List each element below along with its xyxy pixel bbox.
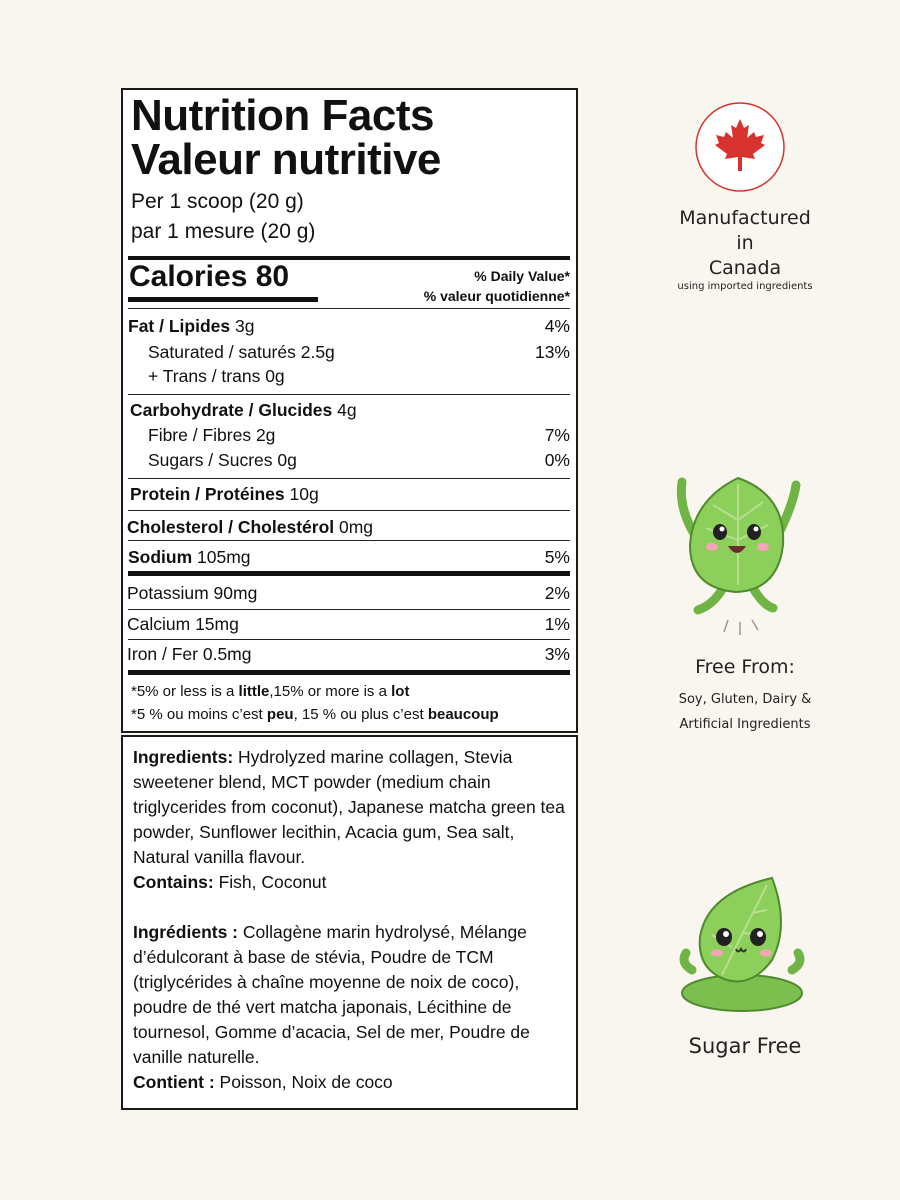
contains-fr: Contient : Poisson, Noix de coco — [133, 1072, 393, 1092]
divider — [128, 609, 570, 610]
footnote-en: *5% or less is a little,15% or more is a lot — [131, 683, 410, 700]
calories: Calories 80 — [129, 260, 290, 293]
row-calcium: Calcium 15mg 1% — [127, 614, 570, 634]
ingredients-panel — [121, 735, 578, 1110]
ingredients-en: Ingredients: Hydrolyzed marine collagen, Stevia sweetener blend, MCT powder (medium chain triglycerides from coconut), Japanese matcha green tea powder, Sunflower lecithin, Acacia gum, Sea salt, Natural vanilla flavour. — [133, 747, 565, 867]
row-sugars: Sugars / Sucres 0g 0% — [148, 450, 570, 470]
row-fibre: Fibre / Fibres 2g 7% — [148, 425, 570, 445]
row-cholesterol: Cholesterol / Cholestérol 0mg — [127, 517, 374, 537]
footnote-fr: *5 % ou moins c’est peu, 15 % ou plus c’est beaucoup — [131, 706, 499, 723]
row-carbohydrate: Carbohydrate / Glucides 4g — [130, 400, 357, 420]
divider — [128, 540, 570, 541]
dv-fr: % valeur quotidienne* — [423, 288, 570, 304]
row-protein: Protein / Protéines 10g — [130, 484, 319, 504]
sugar-free-label: Sugar Free — [688, 1034, 802, 1058]
divider — [128, 639, 570, 640]
canada-subtext: using imported ingredients — [677, 281, 813, 292]
row-trans: + Trans / trans 0g — [148, 366, 285, 386]
serving-fr: par 1 mesure (20 g) — [131, 220, 316, 243]
calories-underline — [128, 297, 318, 302]
row-iron: Iron / Fer 0.5mg 3% — [127, 644, 570, 664]
meditating-leaf-icon — [672, 875, 812, 1020]
free-from-title: Free From: — [695, 656, 795, 678]
row-sodium: Sodium 105mg 5% — [128, 547, 570, 567]
title-fr: Valeur nutritive — [131, 135, 441, 184]
divider — [128, 308, 570, 309]
free-from-list: Soy, Gluten, Dairy & Artificial Ingredients — [678, 692, 812, 732]
row-fat: Fat / Lipides 3g 4% — [128, 316, 570, 336]
canada-text: Manufactured in Canada — [679, 207, 811, 279]
divider — [128, 510, 570, 511]
divider — [128, 478, 570, 479]
divider — [128, 394, 570, 395]
thick-divider — [128, 670, 570, 675]
serving-en: Per 1 scoop (20 g) — [131, 190, 304, 213]
nutrition-facts-panel — [121, 88, 578, 733]
title-en: Nutrition Facts — [131, 91, 434, 140]
maple-leaf-icon — [694, 101, 786, 193]
leaf-mascot-icon — [668, 470, 808, 645]
thick-divider — [128, 571, 570, 576]
row-saturated: Saturated / saturés 2.5g 13% — [148, 342, 570, 362]
ingredients-fr: Ingrédients : Collagène marin hydrolysé, Mélange d’édulcorant à base de stévia, Poudre de TCM (triglycérides à chaîne moyenne de noix de coco), poudre de thé vert matcha japonais, Lécithine de tournesol, Gomme d’acacia, Sel de mer, Poudre de vanille naturelle. — [133, 922, 530, 1067]
dv-en: % Daily Value* — [474, 268, 570, 284]
contains-en: Contains: Fish, Coconut — [133, 872, 327, 892]
row-potassium: Potassium 90mg 2% — [127, 583, 570, 603]
